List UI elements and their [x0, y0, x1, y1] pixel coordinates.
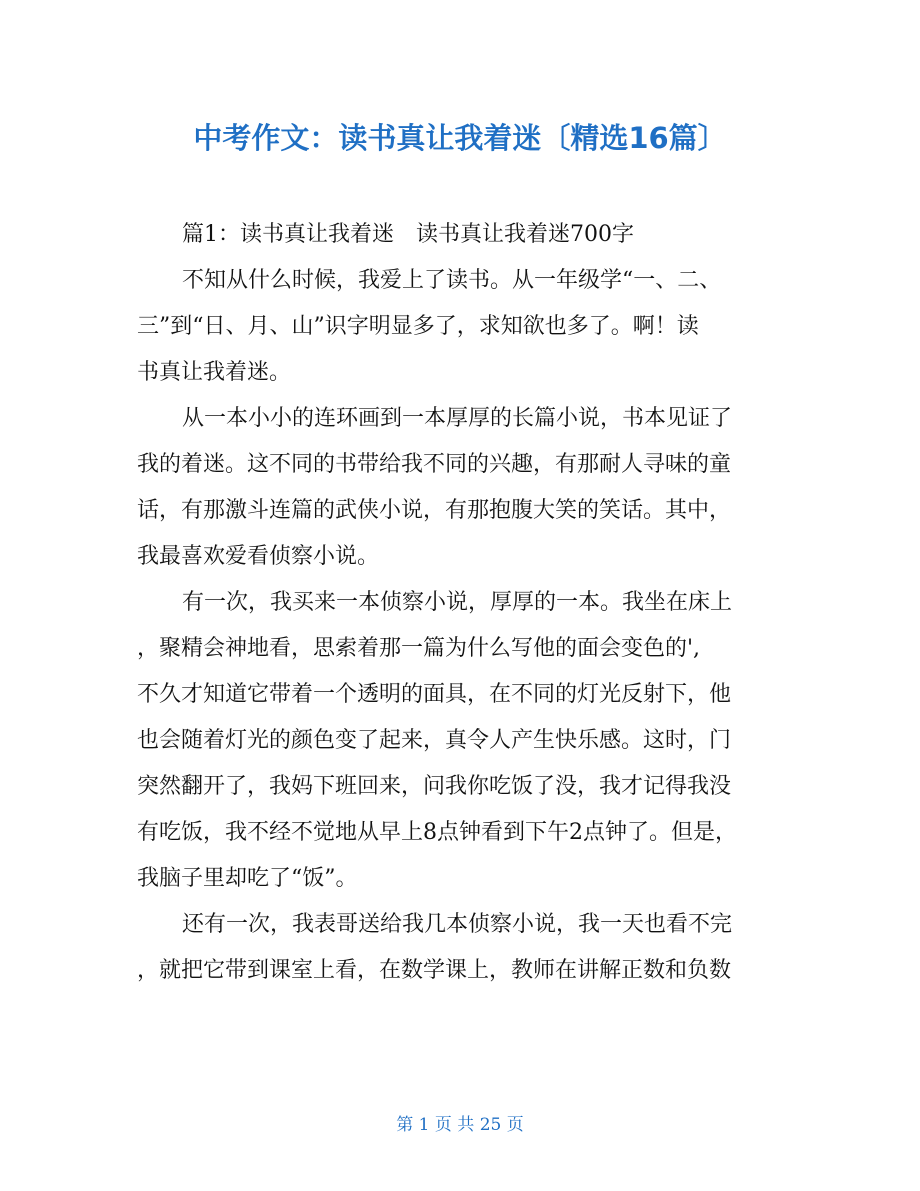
document-title: 中考作文：读书真让我着迷〔精选16篇〕 — [193, 121, 727, 155]
text-line: ，聚精会神地看，思索着那一篇为什么写他的面会变色的', — [137, 636, 701, 661]
text-line: 突然翻开了，我妈下班回来，问我你吃饭了没，我才记得我没 — [137, 774, 732, 799]
text-line: 我最喜欢爱看侦察小说。 — [137, 544, 380, 569]
page-footer: 第 1 页 共 25 页 — [396, 1115, 524, 1135]
text-line: 还有一次，我表哥送给我几本侦察小说，我一天也看不完 — [182, 912, 733, 937]
text-line: 有一次，我买来一本侦察小说，厚厚的一本。我坐在床上 — [182, 590, 733, 615]
text-line: 我的着迷。这不同的书带给我不同的兴趣，有那耐人寻味的童 — [137, 452, 732, 477]
text-line: 不知从什么时候，我爱上了读书。从一年级学“一、二、 — [182, 268, 722, 293]
text-line: 我脑子里却吃了“饭”。 — [137, 866, 358, 891]
text-line: 也会随着灯光的颜色变了起来，真令人产生快乐感。这时，门 — [137, 728, 732, 753]
text-line: 话，有那激斗连篇的武侠小说，有那抱腹大笑的笑话。其中， — [137, 498, 732, 523]
text-line: 不久才知道它带着一个透明的面具，在不同的灯光反射下，他 — [137, 682, 732, 707]
document-body — [137, 212, 787, 994]
text-line: ，就把它带到课室上看，在数学课上，教师在讲解正数和负数 — [137, 958, 732, 983]
text-line: 篇1：读书真让我着迷 读书真让我着迷700字 — [182, 222, 634, 247]
text-line: 从一本小小的连环画到一本厚厚的长篇小说，书本见证了 — [182, 406, 733, 431]
text-line: 有吃饭，我不经不觉地从早上8点钟看到下午2点钟了。但是， — [137, 820, 737, 845]
text-line: 书真让我着迷。 — [137, 360, 292, 385]
text-line: 三”到“日、月、山”识字明显多了，求知欲也多了。啊！读 — [137, 314, 699, 339]
